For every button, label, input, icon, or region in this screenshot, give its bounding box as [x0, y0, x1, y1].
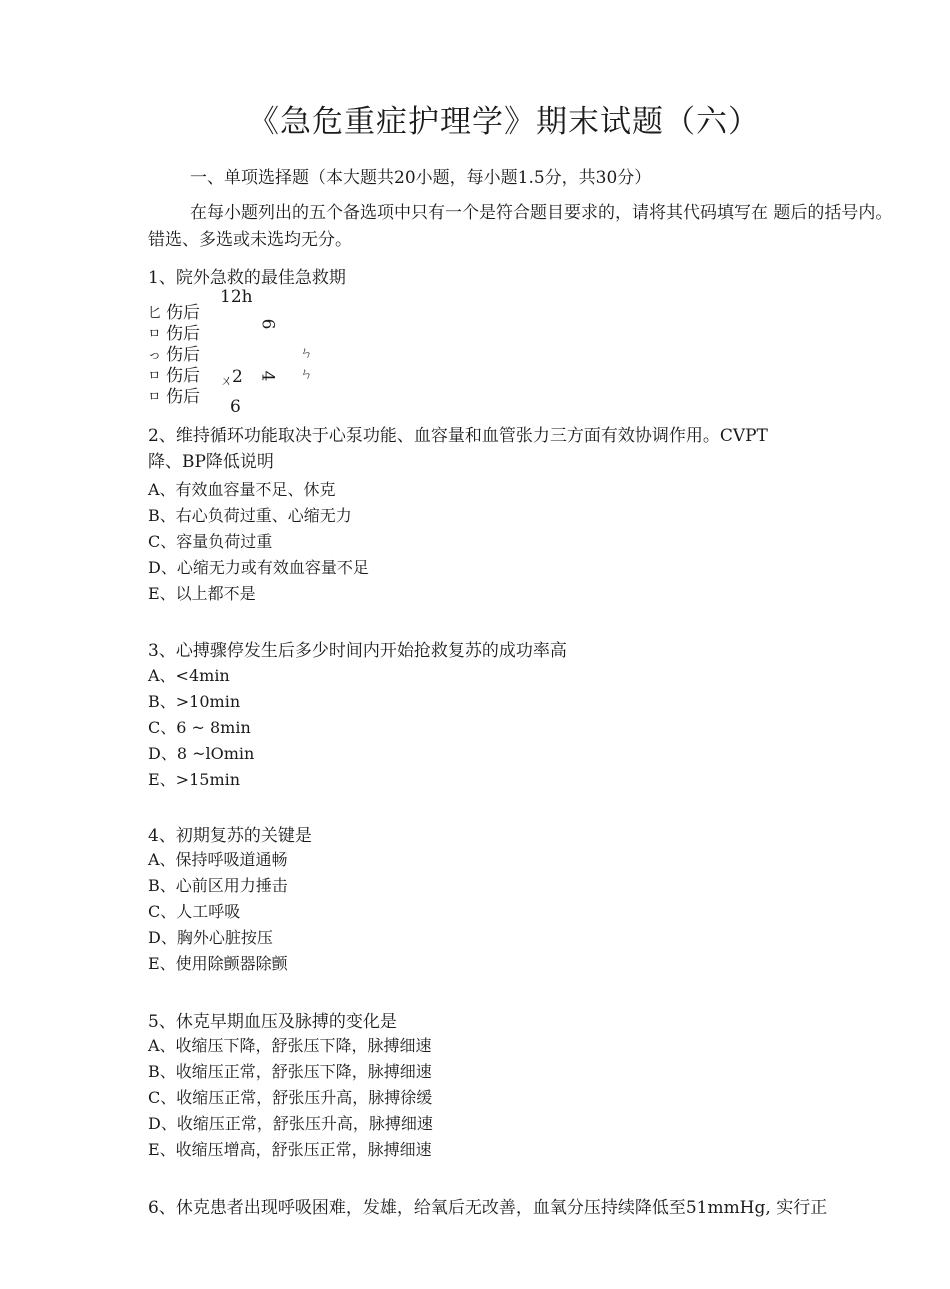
question-2-stem-line-1: 2、维持循环功能取决于心泵功能、血容量和血管张力三方面有效协调作用。CVPT — [148, 426, 768, 446]
question-4-stem: 4、初期复苏的关键是 — [148, 826, 312, 846]
question-3-option: D、8 ~lOmin — [148, 744, 255, 763]
instructions: 在每小题列出的五个备选项中只有一个是符合题目要求的，请将其代码填写在 题后的括号内。错选、多选或未选均无分。 — [148, 203, 893, 250]
section-heading: 一、单项选择题（本大题共20小题，每小题1.5分，共30分） — [190, 168, 652, 188]
question-5-option: B、收缩压正常，舒张压下降，脉搏细速 — [148, 1062, 432, 1081]
question-2-option: C、容量负荷过重 — [148, 532, 273, 551]
garbled-hook: ㄣ — [300, 346, 314, 361]
garbled-word: 伤后 — [166, 303, 200, 323]
garbled-4-rotated: 4 — [257, 370, 278, 382]
question-4-option: C、人工呼吸 — [148, 902, 241, 921]
garbled-prefix: ㅁ — [148, 327, 161, 342]
garbled-word: 伤后 — [166, 345, 200, 365]
question-5-option: C、收缩压正常，舒张压升高，脉搏徐缓 — [148, 1088, 433, 1107]
exam-title: 《急危重症护理学》期末试题（六） — [248, 104, 760, 140]
question-1-stem: 1、院外急救的最佳急救期 — [148, 268, 346, 288]
garbled-x: ㄨ — [220, 374, 234, 389]
question-5-stem: 5、休克早期血压及脉搏的变化是 — [148, 1012, 397, 1032]
question-2-option: B、右心负荷过重、心缩无力 — [148, 506, 352, 525]
question-5-option: E、收缩压增高，舒张压正常，脉搏细速 — [148, 1140, 432, 1159]
garbled-prefix: っ — [148, 348, 162, 363]
garbled-12h: 12h — [220, 287, 253, 307]
question-6-stem: 6、休克患者出现呼吸困难，发雄，给氧后无改善，血氧分压持续降低至51mmHg, 实行正 — [148, 1198, 828, 1218]
question-5-option: A、收缩压下降，舒张压下降，脉搏细速 — [148, 1036, 432, 1055]
garbled-prefix: 匕 — [148, 306, 162, 321]
question-2-stem-line-2: 降、BP降低说明 — [148, 452, 274, 472]
garbled-word: 伤后 — [166, 387, 200, 407]
garbled-2: 2 — [232, 367, 243, 387]
garbled-word: 伤后 — [166, 366, 200, 386]
question-5-option: D、收缩压正常，舒张压升高，脉搏细速 — [148, 1114, 433, 1133]
question-3-option: B、>10min — [148, 692, 241, 711]
garbled-6: 6 — [230, 397, 241, 417]
garbled-6-rotated: 6 — [257, 318, 278, 330]
question-3-option: E、>15min — [148, 770, 241, 789]
question-4-option: D、胸外心脏按压 — [148, 928, 273, 947]
garbled-word: 伤后 — [166, 324, 200, 344]
question-3-option: C、6 ~ 8min — [148, 718, 251, 737]
question-2-option: D、心缩无力或有效血容量不足 — [148, 558, 369, 577]
question-2-option: E、以上都不是 — [148, 584, 256, 603]
garbled-hook: ㄣ — [300, 367, 314, 382]
question-3-option: A、<4min — [148, 666, 230, 685]
question-2-option: A、有效血容量不足、休克 — [148, 480, 336, 499]
question-3-stem: 3、心搏骤停发生后多少时间内开始抢救复苏的成功率高 — [148, 641, 567, 661]
garbled-prefix: ㅁ — [148, 369, 161, 384]
question-4-option: A、保持呼吸道通畅 — [148, 850, 288, 869]
garbled-prefix: ㅁ — [148, 390, 161, 405]
question-4-option: E、使用除颤器除颤 — [148, 954, 288, 973]
question-4-option: B、心前区用力捶击 — [148, 876, 288, 895]
